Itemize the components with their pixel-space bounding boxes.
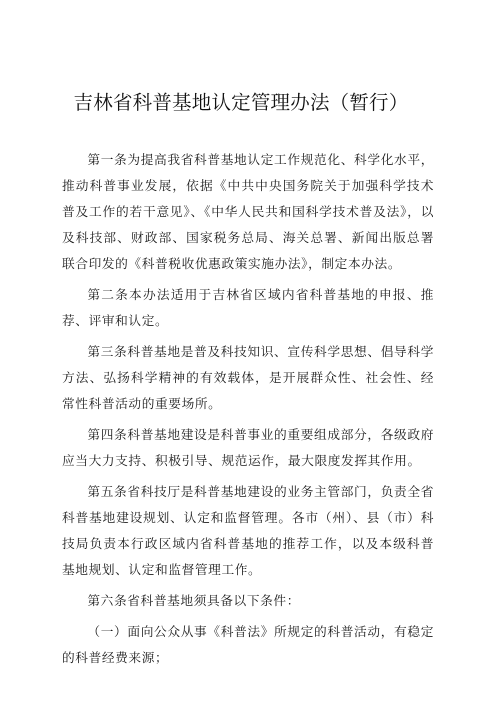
- article-5-paragraph: 第五条省科技厅是科普基地建设的业务主管部门，负责全省科普基地建设规划、认定和监督管理。各市（州）、县（市）科技局负责本行政区域内省科普基地的推荐工作，以及本级科普基地规划、认定和监督管理工作。: [62, 484, 434, 577]
- article-6-paragraph: 第六条省科普基地须具备以下条件：: [87, 593, 300, 608]
- article-2-paragraph: 第二条本办法适用于吉林省区域内省科普基地的申报、推荐、评审和认定。: [62, 287, 434, 328]
- article-6-item-1-paragraph: （一）面向公众从事《科普法》所规定的科普活动，有稳定的科普经费来源；: [62, 624, 434, 665]
- document-title: 吉林省科普基地认定管理办法（暂行）: [73, 91, 409, 114]
- article-3-paragraph: 第三条科普基地是普及科技知识、宣传科学思想、倡导科学方法、弘扬科学精神的有效载体，是开展群众性、社会性、经常性科普活动的重要场所。: [62, 344, 434, 411]
- article-4-paragraph: 第四条科普基地建设是科普事业的重要组成部分，各级政府应当大力支持、积极引导、规范运作，最大限度发挥其作用。: [62, 427, 434, 468]
- article-1-paragraph: 第一条为提高我省科普基地认定工作规范化、科学化水平，推动科普事业发展，依据《中共中央国务院关于加强科学技术普及工作的若干意见》、《中华人民共和国科学技术普及法》，以及科技部、财政部、国家税务总局、海关总署、新闻出版总署联合印发的《科普税收优惠政策实施办法》，制定本办法。: [62, 152, 434, 271]
- document-body: [62, 147, 434, 676]
